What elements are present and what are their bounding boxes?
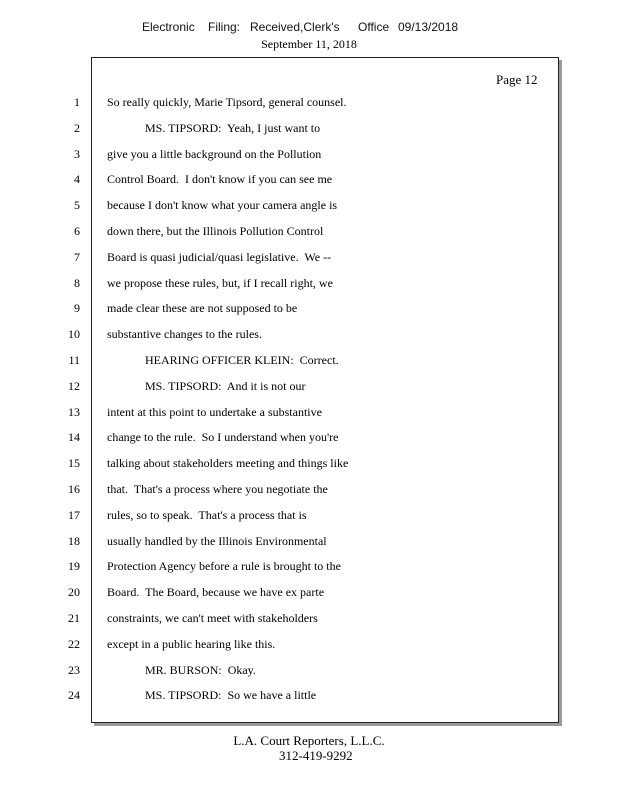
transcript-line: substantive changes to the rules.	[107, 327, 262, 341]
line-number: 4	[74, 172, 80, 186]
line-number: 19	[68, 559, 80, 573]
line-number: 18	[68, 534, 80, 548]
line-number: 5	[74, 198, 80, 212]
line-number: 1	[74, 95, 80, 109]
transcript-line: down there, but the Illinois Pollution Control	[107, 224, 324, 238]
transcript-line: constraints, we can't meet with stakeholders	[107, 611, 318, 625]
line-number: 14	[68, 430, 80, 444]
line-number: 13	[68, 405, 80, 419]
transcript-line: Board is quasi judicial/quasi legislative. We --	[107, 250, 332, 264]
line-number: 7	[74, 250, 80, 264]
filing-stamp-word: Office	[358, 20, 390, 34]
line-number: 20	[68, 585, 80, 599]
transcript-line: HEARING OFFICER KLEIN: Correct.	[145, 353, 339, 367]
filing-stamp-date: 09/13/2018	[398, 20, 459, 34]
line-number: 24	[68, 688, 80, 702]
transcript-line: change to the rule. So I understand when you're	[107, 430, 339, 444]
footer-company: L.A. Court Reporters, L.L.C.	[233, 733, 385, 748]
line-number: 12	[68, 379, 80, 393]
line-number: 17	[68, 508, 80, 522]
filing-stamp-word: Received,Clerk's	[250, 20, 340, 34]
transcript-line: except in a public hearing like this.	[107, 637, 276, 651]
line-number: 16	[68, 482, 80, 496]
deposition-date: September 11, 2018	[261, 37, 357, 51]
line-number: 9	[74, 301, 80, 315]
line-number: 10	[68, 327, 80, 341]
footer-phone: 312-419-9292	[279, 748, 353, 763]
transcript-line: MS. TIPSORD: And it is not our	[145, 379, 306, 393]
filing-stamp-word: Electronic	[142, 20, 195, 34]
transcript-line: usually handled by the Illinois Environmental	[107, 534, 327, 548]
line-number: 23	[68, 663, 80, 677]
filing-stamp-word: Filing:	[208, 20, 241, 34]
transcript-line: give you a little background on the Pollution	[107, 147, 322, 161]
transcript-line: Board. The Board, because we have ex parte	[107, 585, 325, 599]
line-number: 3	[74, 147, 80, 161]
transcript-line: intent at this point to undertake a substantive	[107, 405, 322, 419]
transcript-line: we propose these rules, but, if I recall right, we	[107, 276, 333, 290]
line-number: 15	[68, 456, 80, 470]
transcript-line: MS. TIPSORD: So we have a little	[145, 688, 317, 702]
transcript-line: that. That's a process where you negotiate the	[107, 482, 328, 496]
transcript-line: talking about stakeholders meeting and things like	[107, 456, 349, 470]
line-number: 6	[74, 224, 80, 238]
transcript-line: Protection Agency before a rule is brought to the	[107, 559, 341, 573]
line-number: 2	[74, 121, 80, 135]
transcript-line: because I don't know what your camera angle is	[107, 198, 338, 212]
transcript-line: Control Board. I don't know if you can see me	[107, 172, 333, 186]
line-number: 11	[68, 353, 80, 367]
transcript-line: rules, so to speak. That's a process that is	[107, 508, 307, 522]
transcript-line: So really quickly, Marie Tipsord, general counsel.	[107, 95, 347, 109]
transcript-line: MS. TIPSORD: Yeah, I just want to	[145, 121, 321, 135]
transcript-line: made clear these are not supposed to be	[107, 301, 298, 315]
line-number: 22	[68, 637, 80, 651]
page-number: Page 12	[496, 72, 538, 87]
line-number: 21	[68, 611, 80, 625]
line-number: 8	[74, 276, 80, 290]
transcript-line: MR. BURSON: Okay.	[145, 663, 256, 677]
